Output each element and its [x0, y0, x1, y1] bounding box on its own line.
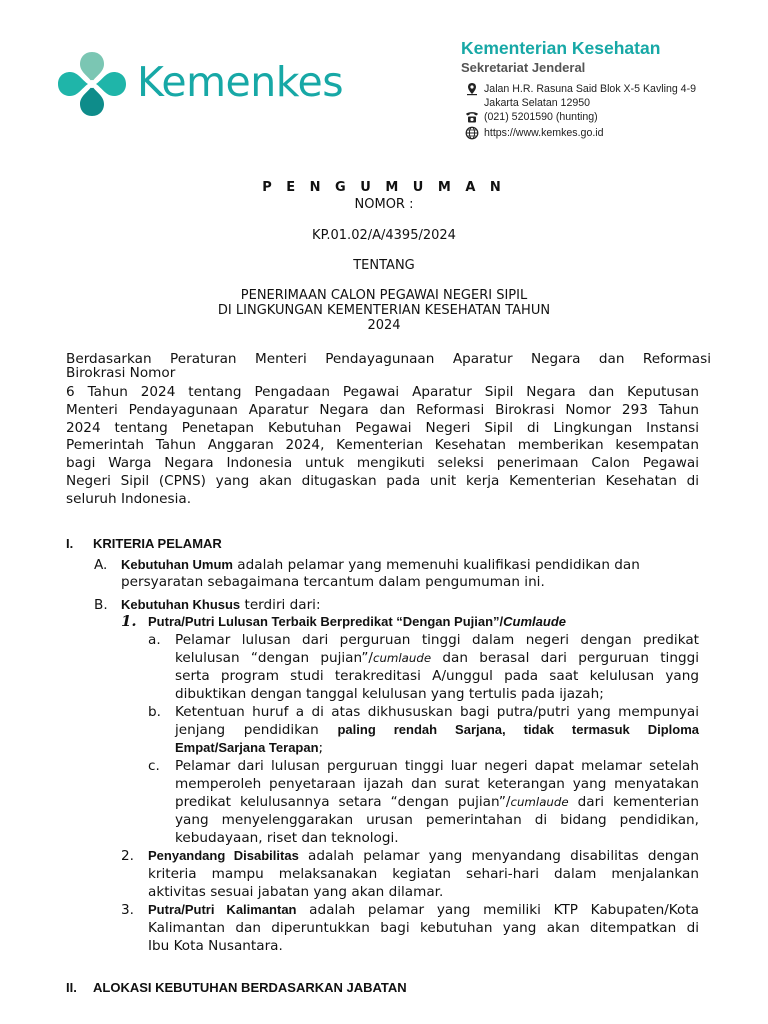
document-heading: P E N G U M U M A N [262, 180, 506, 195]
item-b-line [121, 597, 321, 613]
kemenkes-emblem-icon [56, 50, 128, 118]
sub-c-line-1: Pelamar dari lulusan perguruan tinggi luar negeri dapat melamar setelah [175, 758, 699, 774]
website-link[interactable]: https://www.kemkes.go.id [484, 127, 604, 139]
intro-line: Birokrasi Nomor [66, 365, 176, 381]
sub-c-line-3 [175, 794, 699, 810]
item-a-text: adalah pelamar yang memenuhi kualifikasi pendidikan dan [232, 557, 640, 573]
item-a-marker: A. [94, 557, 108, 573]
item-1-title-italic: Cumlaude [503, 614, 567, 629]
item-3-line-2: Kalimantan dan diperuntukkan bagi kebutuhan yang akan ditempatkan di [148, 920, 699, 936]
sub-a-line-4: dibuktikan dengan tanggal kelulusan yang tertulis pada ijazah; [175, 686, 604, 702]
subject-line-3: 2024 [367, 318, 401, 333]
item-3-line-3: Ibu Kota Nusantara. [148, 938, 283, 954]
globe-icon [465, 126, 479, 140]
sub-a-marker: a. [148, 632, 161, 648]
subject-line-2: DI LINGKUNGAN KEMENTERIAN KESEHATAN TAHUN [217, 303, 551, 318]
sub-a-line-3: serta program studi terakreditasi A/unggul pada saat kelulusan yang [175, 668, 699, 684]
sub-b-line-3 [175, 740, 323, 756]
item-1-title [148, 614, 566, 630]
item-3-text: adalah pelamar yang memiliki KTP Kabupaten/Kota [296, 902, 699, 918]
sub-c-line-2: memperoleh penyetaraan ijazah dan surat keterangan yang menyatakan [175, 776, 699, 792]
item-3-line-1 [148, 902, 699, 918]
item-b-text: terdiri dari: [240, 597, 321, 613]
sub-b-line-3-bold: Empat/Sarjana Terapan [175, 740, 319, 755]
sub-c-line-3-pre: predikat kelulusannya setara “dengan pujian”/ [175, 794, 511, 810]
kemenkes-logo [56, 50, 356, 120]
section-1-title: KRITERIA PELAMAR [93, 536, 222, 551]
sub-a-line-2 [175, 650, 699, 666]
nomor-value: KP.01.02/A/4395/2024 [312, 228, 456, 243]
penyandang-disabilitas-term: Penyandang Disabilitas [148, 848, 299, 863]
item-2-line-1 [148, 848, 699, 864]
item-2-text: adalah pelamar yang menyandang disabilitas dengan [298, 848, 699, 864]
item-2-line-2: kriteria mampu melaksanakan kegiatan sehari-hari dalam menjalankan [148, 866, 699, 882]
sub-c-line-4: yang menyelenggarakan urusan pemerintahan di bidang pendidikan, [175, 812, 699, 828]
sub-b-marker: b. [148, 704, 161, 720]
item-2-marker: 2. [121, 848, 134, 864]
section-1-number: I. [66, 536, 74, 551]
phone-icon [465, 110, 479, 124]
intro-line: 6 Tahun 2024 tentang Pengadaan Pegawai Aparatur Sipil Negara dan Keputusan [66, 384, 699, 400]
org-unit: Sekretariat Jenderal [461, 60, 586, 75]
section-2-number: II. [66, 980, 77, 995]
section-2-title: ALOKASI KEBUTUHAN BERDASARKAN JABATAN [93, 980, 407, 995]
intro-line: Negeri Sipil (CPNS) yang akan ditugaskan pada unit kerja Kementerian Kesehatan di [66, 473, 699, 489]
sub-a-line-1: Pelamar lulusan dari perguruan tinggi dalam negeri dengan predikat [175, 632, 699, 648]
logo-wordmark: Kemenkes [137, 58, 344, 106]
kebutuhan-khusus-term: Kebutuhan Khusus [121, 597, 241, 612]
item-1-title-bold: Putra/Putri Lulusan Terbaik Berpredikat “Dengan Pujian”/ [148, 614, 504, 629]
item-2-line-3: aktivitas sesuai jabatan yang akan dilamar. [148, 884, 444, 900]
intro-line: seluruh Indonesia. [66, 491, 192, 507]
intro-line: 2024 tentang Penetapan Kebutuhan Pegawai Negeri Sipil di Lingkungan Instansi [66, 420, 699, 436]
address-line-1: Jalan H.R. Rasuna Said Blok X-5 Kavling 4-9 [484, 83, 696, 95]
kebutuhan-umum-term: Kebutuhan Umum [121, 557, 233, 572]
sub-b-line-2-pre: jenjang pendidikan [175, 722, 338, 738]
phone-number: (021) 5201590 (hunting) [484, 111, 598, 123]
intro-line: bagi Warga Negara Indonesia untuk mengikuti seleksi penerimaan Calon Pegawai [66, 455, 699, 471]
address-line-2: Jakarta Selatan 12950 [484, 97, 591, 109]
org-name: Kementerian Kesehatan [461, 38, 661, 58]
intro-line: Pemerintah Tahun Anggaran 2024, Kementerian Kesehatan memberikan kesempatan [66, 437, 699, 453]
sub-b-line-2-bold: paling rendah Sarjana, tidak termasuk Diploma [337, 722, 699, 737]
cumlaude-term: cumlaude [510, 795, 569, 809]
sub-a-line-2-pre: kelulusan “dengan pujian”/ [175, 650, 373, 666]
sub-b-line-2 [175, 722, 699, 738]
item-b-marker: B. [94, 597, 108, 613]
sub-c-marker: c. [148, 758, 160, 774]
putra-putri-kalimantan-term: Putra/Putri Kalimantan [148, 902, 297, 917]
item-3-marker: 3. [121, 902, 134, 918]
sub-a-line-2-post: dan berasal dari perguruan tinggi [431, 650, 699, 666]
item-a-line-2: persyaratan sebagaimana tercantum dalam pengumuman ini. [121, 574, 545, 590]
intro-line: Menteri Pendayagunaan Aparatur Negara dan Reformasi Birokrasi Nomor 293 Tahun [66, 402, 699, 418]
sub-c-line-5: kebudayaan, riset dan teknologi. [175, 830, 399, 846]
location-pin-icon [465, 82, 479, 96]
subject-line-1: PENERIMAAN CALON PEGAWAI NEGERI SIPIL [240, 288, 528, 303]
tentang-label: TENTANG [353, 258, 415, 273]
item-1-marker: 1. [121, 612, 137, 630]
sub-b-line-3-post: ; [318, 740, 324, 756]
sub-b-line-1: Ketentuan huruf a di atas dikhususkan bagi putra/putri yang mempunyai [175, 704, 699, 720]
item-a-line-1 [121, 557, 640, 573]
intro-line: Berdasarkan Peraturan Menteri Pendayagunaan Aparatur Negara dan Reformasi [66, 351, 711, 367]
nomor-label: NOMOR : [354, 197, 414, 212]
cumlaude-term: cumlaude [372, 651, 432, 665]
sub-c-line-3-post: dari kementerian [568, 794, 699, 810]
